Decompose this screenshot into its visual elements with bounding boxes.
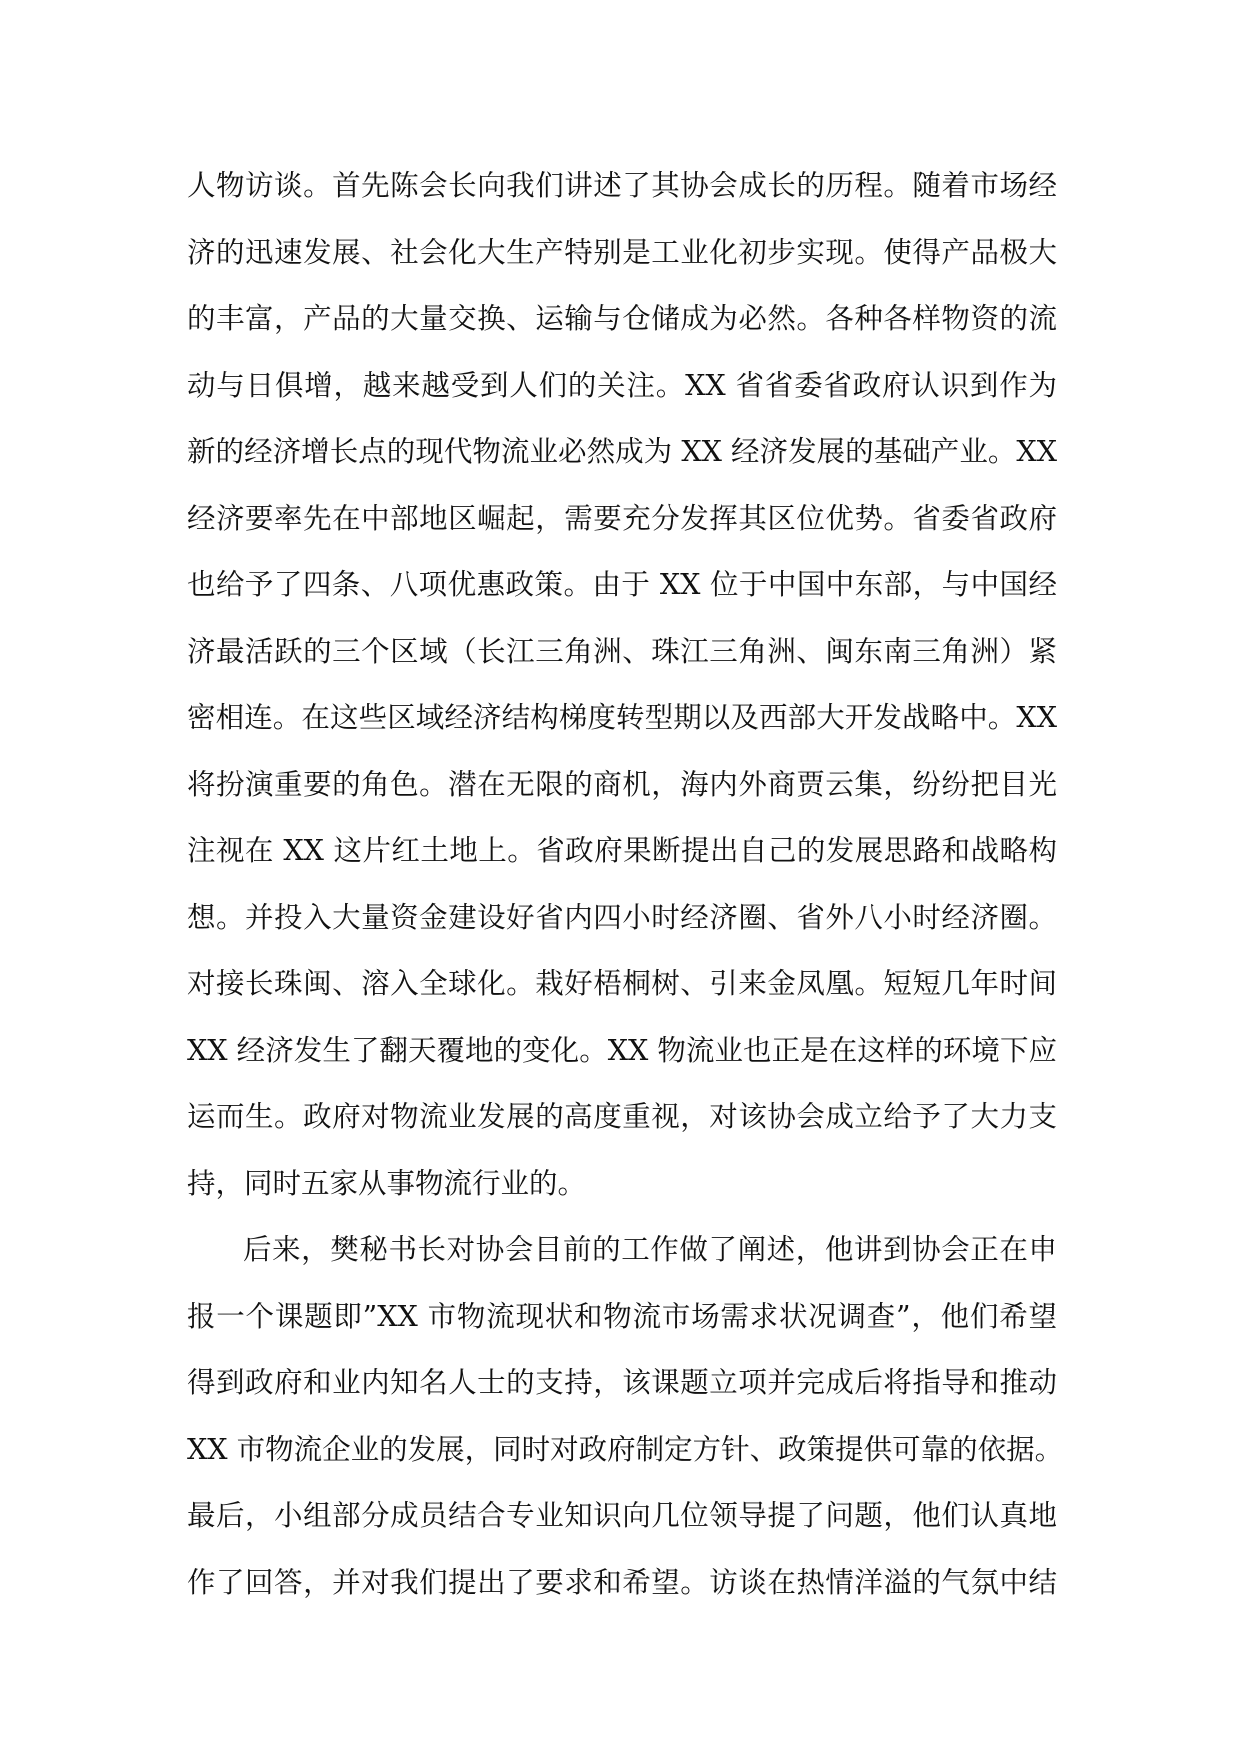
text-line: 密相连。在这些区域经济结构梯度转型期以及西部大开发战略中。XX	[187, 701, 1057, 734]
text-line: 持，同时五家从事物流行业的。	[187, 1166, 587, 1200]
text-line: 得到政府和业内知名人士的支持，该课题立项并完成后将指导和推动	[187, 1366, 1057, 1399]
text-line: XX 市物流企业的发展，同时对政府制定方针、政策提供可靠的依据。	[187, 1432, 1064, 1466]
text-line: 动与日俱增，越来越受到人们的关注。XX 省省委省政府认识到作为	[187, 368, 1057, 402]
text-line: 报一个课题即”XX 市物流现状和物流市场需求状况调查”，他们希望	[187, 1299, 1057, 1333]
text-line: 新的经济增长点的现代物流业必然成为 XX 经济发展的基础产业。XX	[187, 435, 1057, 468]
text-line: 济的迅速发展、社会化大生产特别是工业化初步实现。使得产品极大	[187, 235, 1057, 269]
text-line: 人物访谈。首先陈会长向我们讲述了其协会成长的历程。随着市场经	[187, 169, 1057, 202]
text-line: 对接长珠闽、溶入全球化。栽好梧桐树、引来金凤凰。短短几年时间	[187, 967, 1057, 1000]
paragraph-2	[187, 1217, 1064, 1616]
text-line: 想。并投入大量资金建设好省内四小时经济圈、省外八小时经济圈。	[187, 900, 1057, 934]
text-line: 济最活跃的三个区域（长江三角洲、珠江三角洲、闽东南三角洲）紧	[187, 634, 1057, 668]
text-line: 注视在 XX 这片红土地上。省政府果断提出自己的发展思路和战略构	[187, 834, 1057, 867]
text-line: 经济要率先在中部地区崛起，需要充分发挥其区位优势。省委省政府	[187, 501, 1057, 535]
text-line: 运而生。政府对物流业发展的高度重视，对该协会成立给予了大力支	[187, 1100, 1057, 1133]
text-line: 后来，樊秘书长对协会目前的工作做了阐述，他讲到协会正在申	[243, 1233, 1057, 1266]
text-line: 的丰富，产品的大量交换、运输与仓储成为必然。各种各样物资的流	[187, 302, 1057, 335]
text-line: 最后，小组部分成员结合专业知识向几位领导提了问题，他们认真地	[187, 1499, 1057, 1532]
text-line: 作了回答，并对我们提出了要求和希望。访谈在热情洋溢的气氛中结	[187, 1565, 1057, 1599]
text-line: XX 经济发生了翻天覆地的变化。XX 物流业也正是在这样的环境下应	[187, 1033, 1057, 1067]
document-body	[187, 153, 1064, 1616]
paragraph-1	[187, 153, 1057, 1217]
text-line: 也给予了四条、八项优惠政策。由于 XX 位于中国中东部，与中国经	[187, 568, 1057, 601]
text-line: 将扮演重要的角色。潜在无限的商机，海内外商贾云集，纷纷把目光	[187, 767, 1057, 801]
